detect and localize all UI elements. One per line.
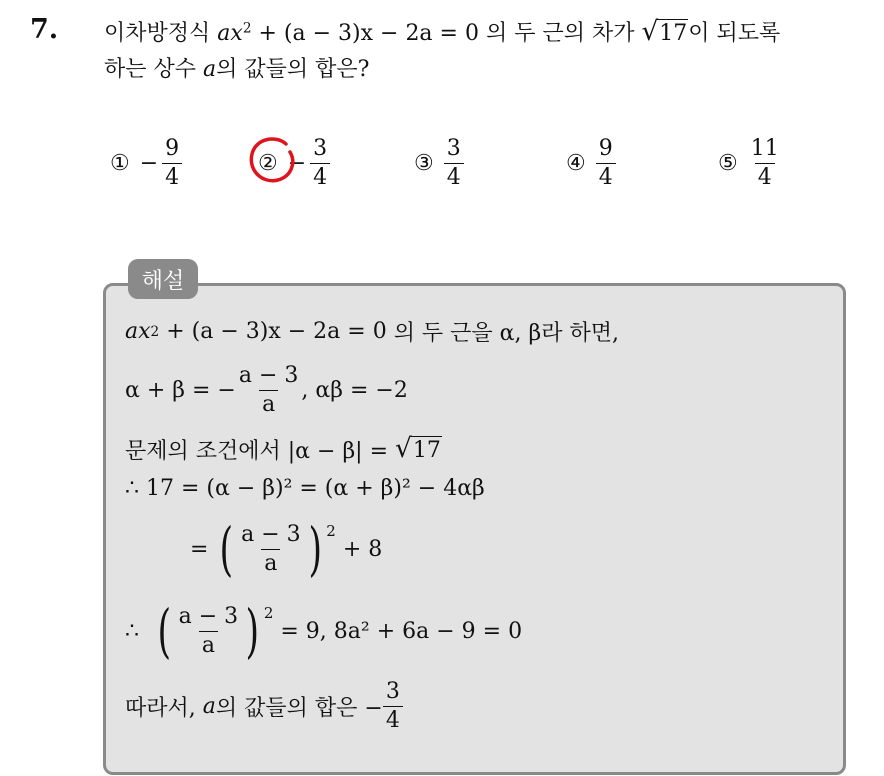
choice-number: ③: [414, 150, 434, 176]
choice-fraction: [444, 135, 464, 192]
solution-line-6: ∴ ( $\frac{a - 3}{a}$ ) 2 = 9, 8a² + 6a − 9 = 0: [125, 597, 523, 665]
stem-line-1: [104, 16, 780, 52]
choice-sign: −: [287, 150, 307, 176]
denominator: a: [261, 549, 280, 578]
denominator: a: [199, 631, 218, 660]
answer-circle-mark: [246, 134, 302, 186]
eq-a: a: [217, 21, 231, 46]
choice-fraction: [748, 135, 782, 192]
denominator: a: [259, 390, 278, 419]
var-a: a: [203, 57, 217, 82]
stem-text: 이 되도록: [688, 21, 781, 46]
numerator: a − 3: [241, 521, 301, 547]
choice-sign: −: [139, 150, 159, 176]
stem-text: 의 두 근의 차가: [485, 21, 635, 46]
question-stem: [104, 16, 780, 88]
fraction: [383, 678, 403, 735]
stem-text: 의 값들의 합은?: [216, 57, 370, 82]
solution-line-2: [125, 362, 408, 419]
equation-text: + (a − 3)x − 2a = 0: [258, 21, 479, 46]
numerator: 3: [385, 679, 400, 704]
choice-fraction: [162, 135, 182, 192]
stem-text: 이차방정식: [104, 21, 211, 46]
numerator: 3: [313, 135, 328, 161]
math: =: [190, 536, 209, 562]
numerator: 3: [446, 135, 461, 161]
solution-text: 문제의 조건에서 |α − β| =: [125, 439, 388, 464]
choice-number: ⑤: [718, 150, 738, 176]
math: α + β = −: [125, 378, 236, 403]
numerator: a − 3: [178, 603, 239, 629]
denominator: 4: [162, 163, 182, 192]
choice-number: ①: [110, 150, 130, 176]
exponent: 2: [263, 604, 274, 622]
eq-x: x: [230, 21, 243, 46]
exponent: 2: [326, 522, 336, 540]
choice-4[interactable]: [566, 128, 616, 198]
sqrt-17: √ 17: [641, 16, 688, 47]
math: ax: [125, 319, 151, 344]
choice-fraction: [596, 135, 616, 192]
solution-line-7: [125, 678, 403, 735]
question-number: 7.: [30, 14, 59, 45]
denominator: 4: [444, 163, 464, 192]
math: , αβ = −2: [301, 378, 408, 403]
math: + (a − 3)x − 2a = 0: [166, 319, 387, 344]
solution-text: 의 두 근을 α, β라 하면,: [393, 321, 619, 346]
denominator: 4: [383, 706, 403, 735]
numerator: 9: [598, 135, 613, 161]
numerator: 11: [750, 135, 779, 161]
numerator: 9: [165, 135, 180, 161]
fraction: [176, 603, 242, 660]
denominator: 4: [310, 163, 330, 192]
denominator: 4: [755, 163, 775, 192]
math: + 8: [342, 536, 383, 562]
solution-text: 의 값들의 합은 −: [215, 696, 383, 721]
solution-line-4: [125, 476, 485, 501]
sqrt-value: 17: [412, 437, 441, 463]
choice-5[interactable]: [718, 128, 782, 198]
sqrt-17: √ 17: [395, 432, 441, 464]
choice-number: ②: [258, 150, 278, 176]
fraction: [238, 521, 304, 578]
solution-line-5: = ( $\frac{a - 3}{a}$ ) 2 + 8: [190, 515, 383, 583]
eq-square: 2: [242, 20, 252, 37]
var-a: a: [202, 694, 216, 719]
numerator: a − 3: [238, 363, 299, 388]
choice-number: ④: [566, 150, 586, 176]
choice-1[interactable]: [110, 128, 182, 198]
math: = 9, 8a² + 6a − 9 = 0: [280, 618, 523, 644]
math: ∴ 17 = (α − β)² = (α + β)² − 4αβ: [125, 476, 485, 501]
choice-3[interactable]: [414, 128, 464, 198]
solution-line-1: ax 2 + (a − 3)x − 2a = 0 의 두 근을 α, β라 하면,: [125, 316, 619, 347]
solution-text: 따라서,: [125, 696, 196, 721]
sqrt-value: 17: [659, 21, 688, 46]
math: ∴: [125, 618, 139, 644]
stem-text: 하는 상수: [104, 57, 197, 82]
choice-fraction: [310, 135, 330, 192]
fraction: [236, 362, 302, 419]
denominator: 4: [596, 163, 616, 192]
stem-line-2: [104, 52, 780, 88]
solution-line-3: [125, 434, 442, 465]
solution-label: 해설: [128, 259, 198, 299]
